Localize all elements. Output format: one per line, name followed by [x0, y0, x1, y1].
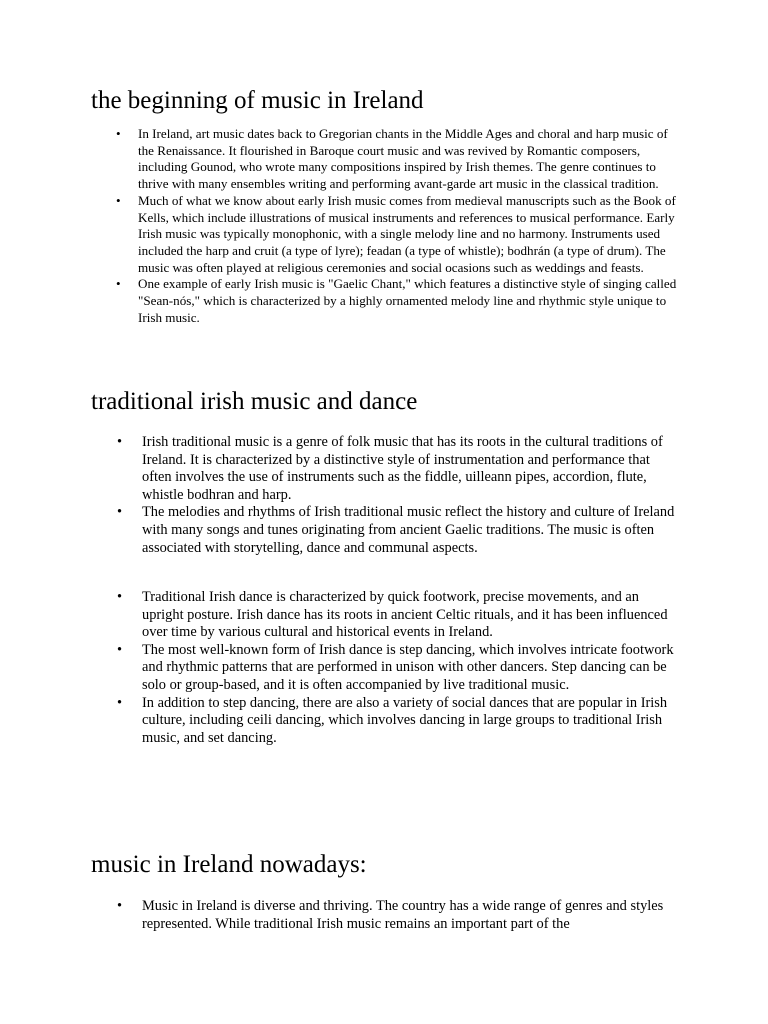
list-item: • Traditional Irish dance is characterized by quick footwork, precise movements, and an upright posture. Irish dance has its roots in ancient Celtic rituals, and it has been influenced over time by various cultural and historical events in Ireland. [117, 589, 668, 641]
bullet-list [117, 434, 682, 557]
bullet-icon: • [117, 589, 123, 605]
list-item: • The most well-known form of Irish dance is step dancing, which involves intricate footwork and rhythmic patterns that are performed in unison with other dancers. Step dancing can be solo or group-based, and it is often accompanied by live traditional music. [117, 641, 674, 693]
bullet-icon: • [117, 898, 123, 914]
bullet-icon: • [117, 504, 123, 521]
list-item: • Irish traditional music is a genre of folk music that has its roots in the cultural traditions of Ireland. It is characterized by a distinctive style of instrumentation and performance that often involves the use of instruments such as the fiddle, uilleann pipes, accordion, flute, whistle bodhran and harp. [117, 434, 663, 503]
bullet-list [116, 126, 678, 326]
bullet-list [117, 898, 682, 933]
bullet-icon: • [117, 641, 123, 658]
bullet-icon: • [116, 126, 121, 141]
bullet-list [117, 589, 682, 747]
list-item: • In Ireland, art music dates back to Gregorian chants in the Middle Ages and choral and harp music of the Renaissance. It flourished in Baroque court music and was revived by Romantic composers, including Gounod, who wrote many compositions inspired by Irish themes. The genre continues to thrive with many ensembles writing and performing avant-garde art music in the classical tradition. [116, 126, 668, 192]
section-heading: traditional irish music and dance [91, 388, 418, 415]
bullet-icon: • [116, 192, 121, 208]
bullet-icon: • [116, 276, 121, 292]
list-item: • Music in Ireland is diverse and thriving. The country has a wide range of genres and styles represented. While traditional Irish music remains an important part of the [117, 898, 664, 932]
list-item: • One example of early Irish music is "Gaelic Chant," which features a distinctive style of singing called "Sean-nós," which is characterized by a highly ornamented melody line and rhythmic style unique to Irish music. [116, 276, 677, 325]
list-item: • Much of what we know about early Irish music comes from medieval manuscripts such as the Book of Kells, which include illustrations of musical instruments and references to musical performance. Early Irish music was typically monophonic, with a single melody line and no harmony. Instruments used included the harp and cruit (a type of lyre); feadan (a type of whistle); bodhrán (a type of drum). The music was often played at religious ceremonies and social ocasions such as weddings and feasts. [116, 192, 676, 275]
bullet-icon: • [117, 694, 123, 711]
list-item: • The melodies and rhythms of Irish traditional music reflect the history and culture of Ireland with many songs and tunes originating from ancient Gaelic traditions. The music is often associated with storytelling, dance and communal aspects. [117, 504, 675, 556]
section-heading: music in Ireland nowadays: [91, 851, 367, 878]
bullet-icon: • [117, 434, 123, 450]
section-heading: the beginning of music in Ireland [91, 87, 424, 114]
list-item: • In addition to step dancing, there are also a variety of social dances that are popular in Irish culture, including ceili dancing, which involves dancing in large groups to traditional Irish music, and set dancing. [117, 694, 668, 746]
